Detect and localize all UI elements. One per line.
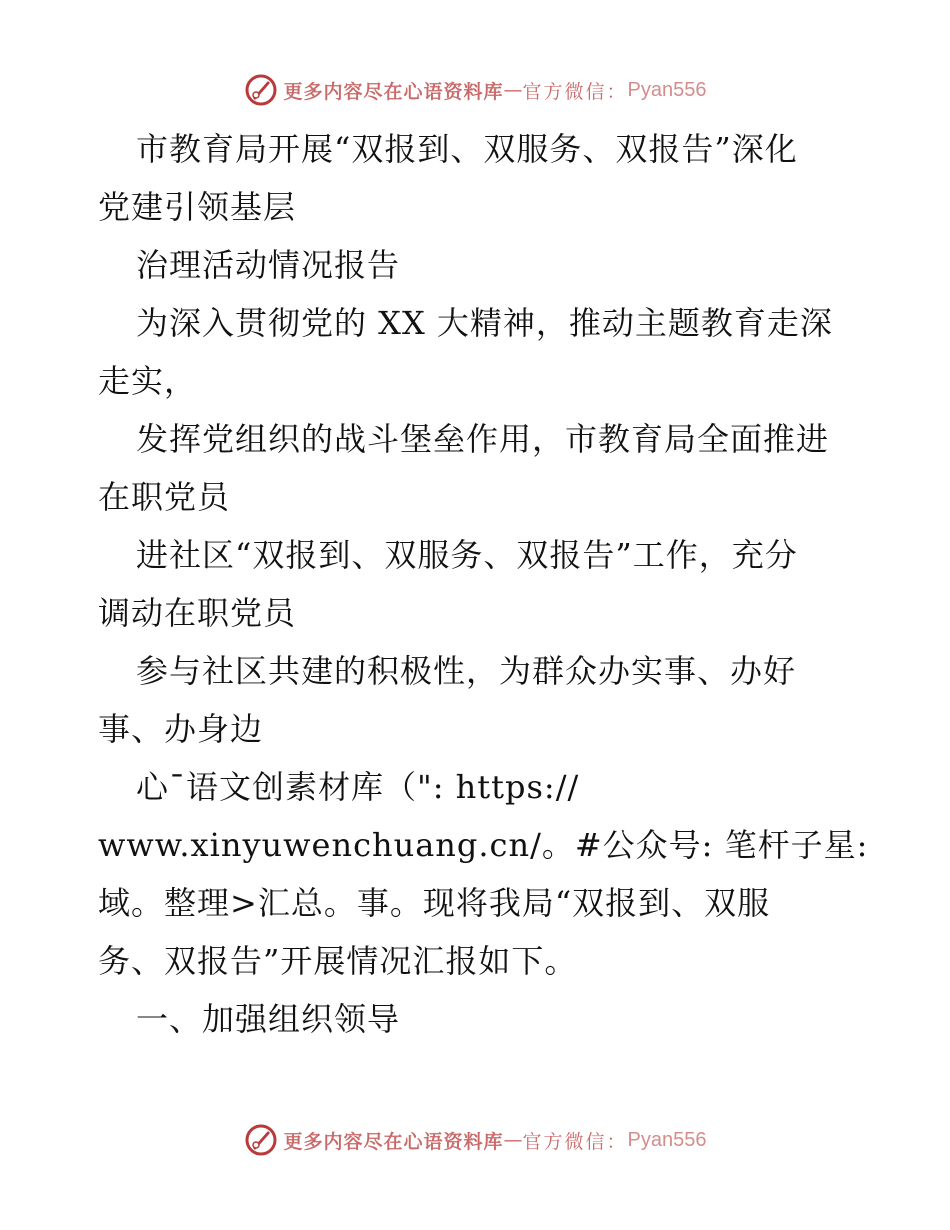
banner-dash: — — [503, 79, 523, 101]
paragraph-line: www.xinyuwenchuang.cn/。#公众号: 笔杆子星: — [98, 826, 869, 864]
paragraph-line: 进社区“双报到、双服务、双报告”工作，充分 — [136, 536, 798, 574]
quill-logo-icon — [244, 1123, 278, 1157]
banner-text: 更多内容尽在心语资料库 — [283, 1130, 504, 1153]
banner-wechat-id: Pyan556 — [627, 78, 707, 101]
doc-title-line-3: 治理活动情况报告 — [136, 246, 401, 284]
paragraph-line: 为深入贯彻党的 XX 大精神，推动主题教育走深 — [136, 304, 833, 342]
banner-text: 更多内容尽在心语资料库 — [283, 80, 504, 103]
paragraph-line: 事、办身边 — [98, 710, 264, 748]
banner-dash: — — [503, 1129, 523, 1151]
banner-wechat-id: Pyan556 — [627, 1128, 707, 1151]
section-heading: 一、加强组织领导 — [136, 1000, 401, 1038]
banner-wechat-label: 官方微信： — [522, 1130, 628, 1153]
quill-logo-icon — [244, 73, 278, 107]
paragraph-line: 域。整理>汇总。事。现将我局“双报到、双服 — [98, 884, 771, 922]
paragraph-line: 走实， — [98, 362, 198, 400]
paragraph-line: 心¯语文创素材库（": https:// — [136, 768, 580, 806]
footer-banner — [0, 1120, 950, 1160]
document-body — [98, 120, 869, 1048]
paragraph-line: 发挥党组织的战斗堡垒作用，市教育局全面推进 — [136, 420, 830, 458]
paragraph-line: 调动在职党员 — [98, 594, 297, 632]
paragraph-line: 在职党员 — [98, 478, 231, 516]
doc-title-line-1: 市教育局开展“双报到、双服务、双报告”深化 — [136, 130, 798, 168]
paragraph-line: 参与社区共建的积极性，为群众办实事、办好 — [136, 652, 797, 690]
doc-title-line-2: 党建引领基层 — [98, 188, 297, 226]
header-banner — [0, 70, 950, 110]
paragraph-line: 务、双报告”开展情况汇报如下。 — [98, 942, 578, 980]
banner-wechat-label: 官方微信： — [522, 80, 628, 103]
